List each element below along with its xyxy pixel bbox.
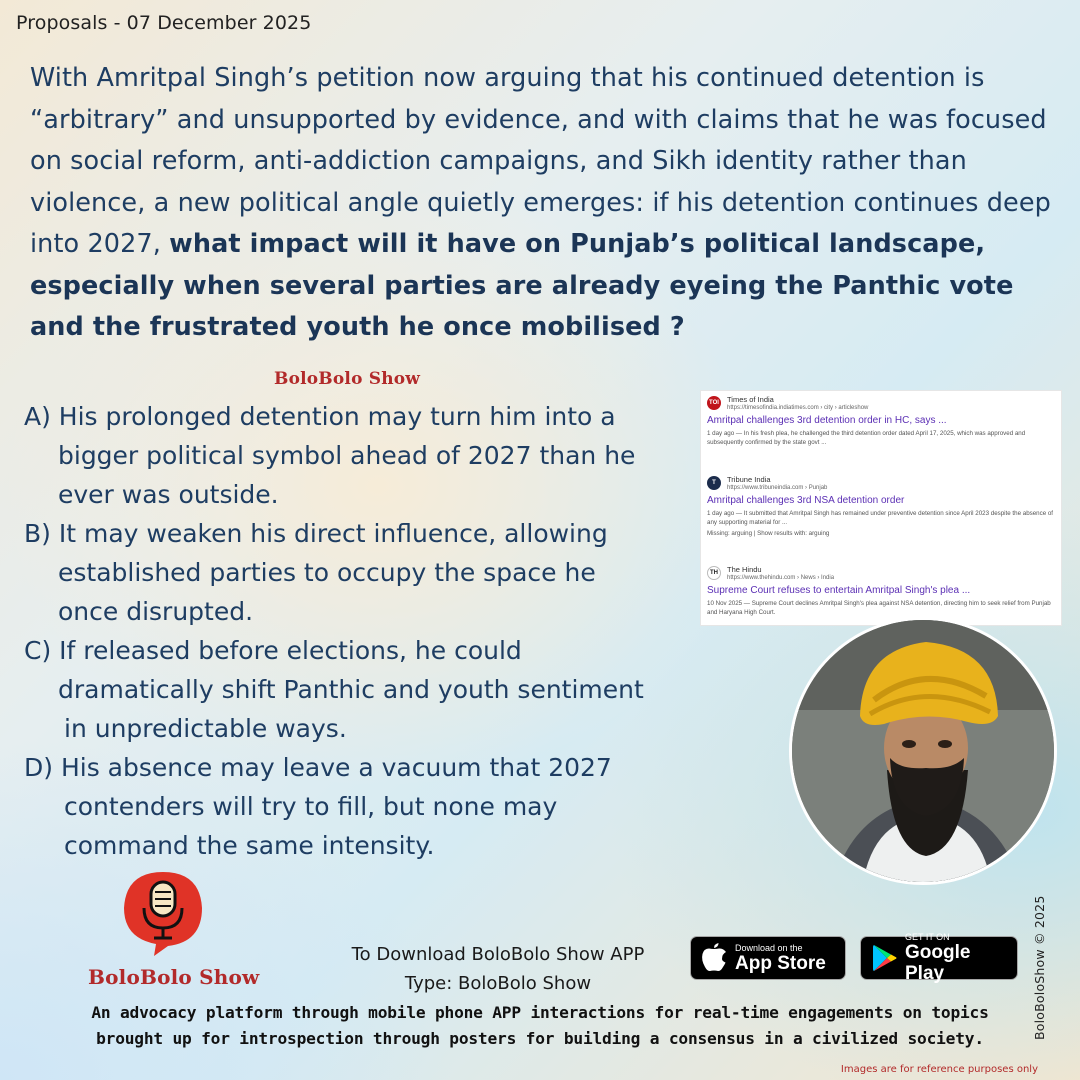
- disclaimer: Images are for reference purposes only: [840, 1064, 1038, 1075]
- question-text: [30, 58, 1060, 349]
- header-date: Proposals - 07 December 2025: [16, 12, 312, 34]
- download-instructions: [330, 940, 666, 998]
- option-c: [24, 631, 704, 748]
- option-a-line3: ever was outside.: [58, 480, 279, 509]
- hindu-logo-icon: TH: [707, 566, 721, 580]
- app-store-small-text: Download on the: [735, 942, 803, 953]
- option-d-line2: contenders will try to fill, but none may: [64, 792, 558, 821]
- download-line2: Type: BoloBolo Show: [404, 973, 592, 994]
- news-missing-note: Missing: arguing | Show results with: arguing: [707, 530, 830, 537]
- news-url: https://www.thehindu.com › News › India: [727, 575, 835, 581]
- option-d-line1: D) His absence may leave a vacuum that 2027: [24, 753, 612, 782]
- option-a-line1: A) His prolonged detention may turn him into a: [24, 402, 616, 431]
- news-snippet: 10 Nov 2025 — Supreme Court declines Amritpal Singh's plea against NSA detention, directing him to seek relief from Punjab and Haryana High Court.: [707, 600, 1051, 616]
- google-play-small-text: GET IT ON: [905, 932, 950, 942]
- brand-small: BoloBolo Show: [274, 369, 421, 389]
- option-b-line2: established parties to occupy the space he: [58, 558, 596, 587]
- news-snippet: 1 day ago — In his fresh plea, he challenged the third detention order dated April 17, 2025, which was approved and subsequently confirmed by the state govt ...: [707, 430, 1026, 446]
- options-list: [24, 397, 704, 865]
- option-b-line3: once disrupted.: [58, 597, 254, 626]
- microphone-icon: [118, 868, 208, 958]
- option-c-line3: in unpredictable ways.: [64, 714, 347, 743]
- news-snippet: 1 day ago — It submitted that Amritpal Singh has remained under preventive detention since April 2023 despite the absence of any supporting material for ...: [707, 510, 1054, 526]
- news-title-link[interactable]: Amritpal challenges 3rd detention order in HC, says ...: [707, 415, 947, 426]
- toi-logo-icon: TOI: [707, 396, 721, 410]
- tribune-logo-icon: T: [707, 476, 721, 490]
- option-d-line3: command the same intensity.: [64, 831, 435, 860]
- news-item-tribune: [707, 475, 1059, 538]
- portrait-photo: [789, 617, 1057, 885]
- news-item-toi: [707, 395, 1059, 447]
- app-store-big-text: App Store: [735, 952, 826, 974]
- question-bold: what impact will it have on Punjab’s political landscape, especially when several parties are already eyeing the Panthic vote and the frustrated youth he once mobilised ?: [30, 229, 1014, 342]
- news-item-hindu: [707, 565, 1059, 617]
- option-c-line2: dramatically shift Panthic and youth sentiment: [58, 675, 644, 704]
- news-screenshot-panel: [700, 390, 1062, 626]
- news-source: Tribune India: [727, 475, 771, 484]
- google-play-button[interactable]: [860, 932, 1018, 984]
- news-url: https://timesofindia.indiatimes.com › city › articleshow: [727, 405, 869, 411]
- news-title-link[interactable]: Amritpal challenges 3rd NSA detention order: [707, 495, 905, 506]
- news-source: Times of India: [727, 395, 774, 404]
- option-a: [24, 397, 704, 514]
- option-d: [24, 748, 704, 865]
- news-title-link[interactable]: Supreme Court refuses to entertain Amritpal Singh's plea ...: [707, 585, 971, 596]
- news-source: The Hindu: [727, 565, 762, 574]
- brand-logo-text: BoloBolo Show: [88, 965, 260, 989]
- option-b-line1: B) It may weaken his direct influence, allowing: [24, 519, 608, 548]
- option-b: [24, 514, 704, 631]
- tagline-line1: An advocacy platform through mobile phone APP interactions for real-time engagements on topics: [91, 1003, 989, 1022]
- tagline-line2: brought up for introspection through posters for building a consensus in a civilized society.: [96, 1029, 984, 1048]
- apple-icon: [701, 943, 727, 973]
- question-plain: With Amritpal Singh’s petition now arguing that his continued detention is “arbitrary” and unsupported by evidence, and with claims that he was focused on social reform, anti-addiction campaigns, and Sikh identity rather than violence, a new political angle quietly emerges: if his detention continues deep into 2027,: [30, 63, 1051, 259]
- google-play-icon: [871, 943, 897, 973]
- news-url: https://www.tribuneindia.com › Punjab: [727, 485, 828, 491]
- copyright-vertical: BoloBoloShow © 2025: [1032, 895, 1047, 1040]
- option-a-line2: bigger political symbol ahead of 2027 than he: [58, 441, 636, 470]
- footer-tagline: [20, 1000, 1060, 1052]
- download-line1: To Download BoloBolo Show APP: [351, 944, 645, 965]
- google-play-big-text: Google Play: [905, 942, 971, 984]
- option-c-line1: C) If released before elections, he could: [24, 636, 522, 665]
- app-store-button[interactable]: [690, 936, 846, 980]
